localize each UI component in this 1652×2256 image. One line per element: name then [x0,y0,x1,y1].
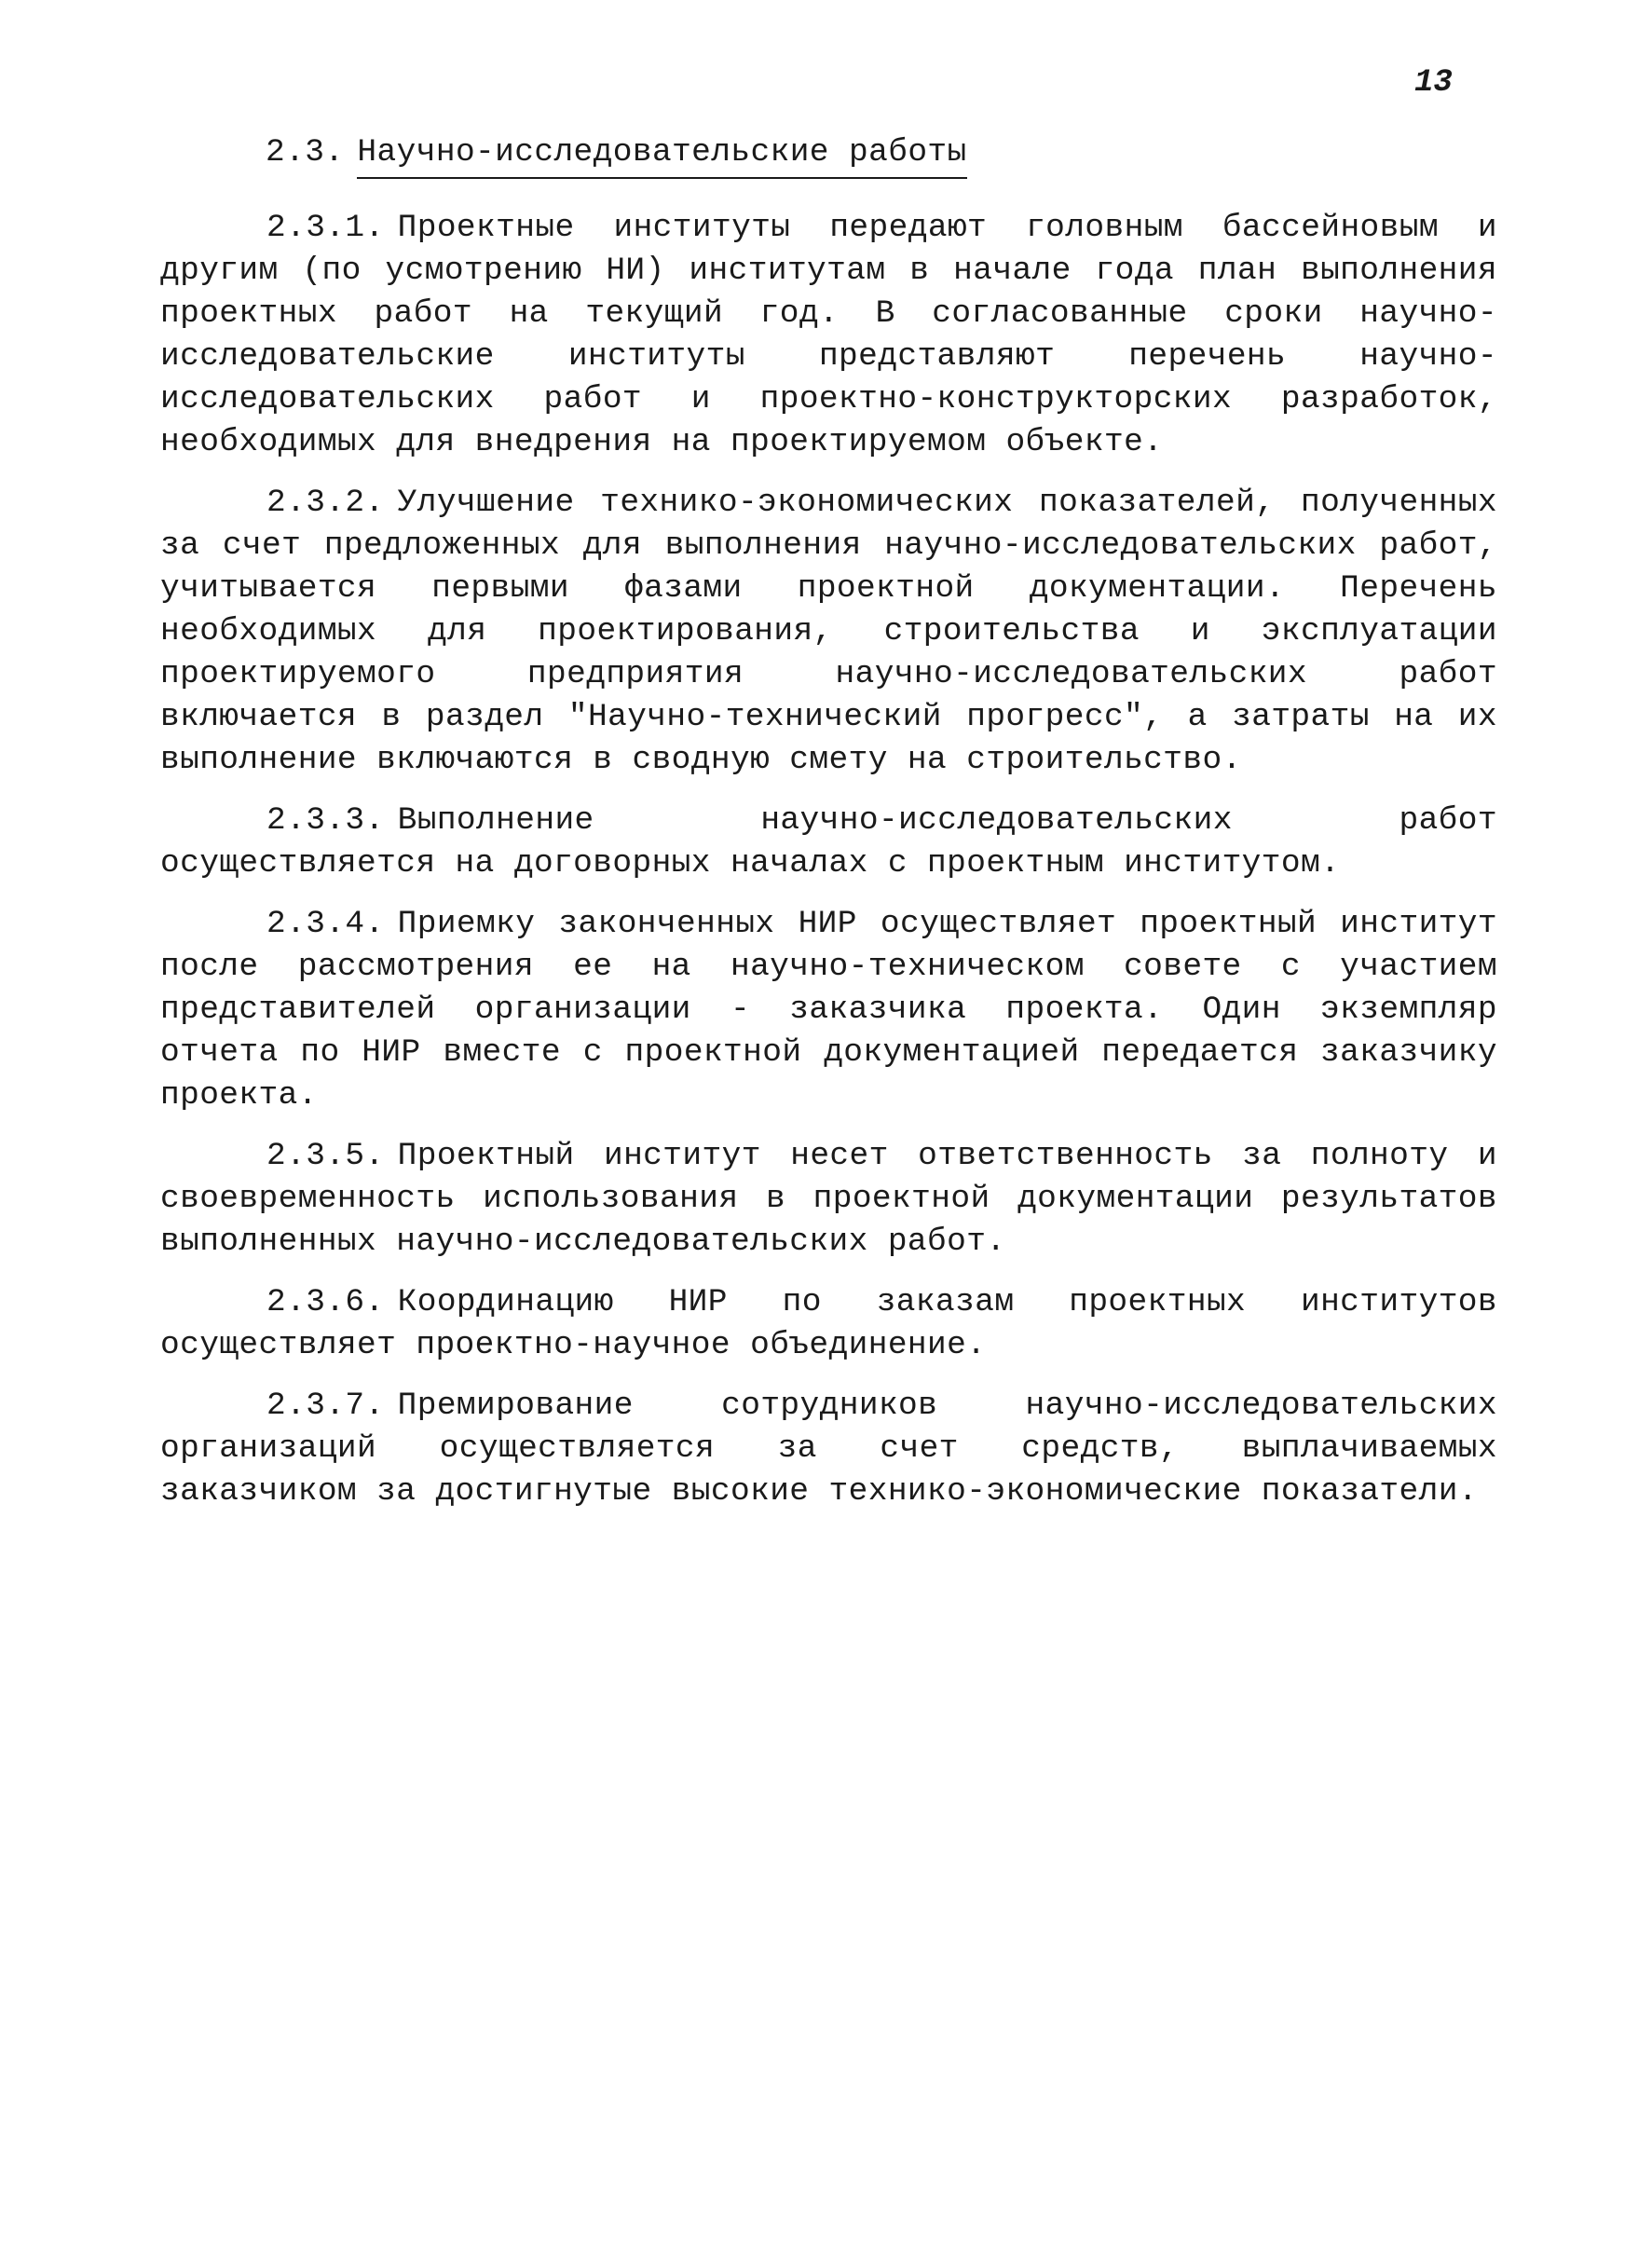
paragraph-2-3-5 [160,1135,1497,1264]
page-number: 13 [1414,65,1453,101]
paragraph-2-3-2 [160,482,1497,782]
paragraph-number: 2.3.5. [266,1138,385,1174]
document-body [160,207,1497,1531]
paragraph-text: Премирование сотрудников научно-исследовательских организаций осуществляется за счет средств, выплачиваемых заказчиком за достигнутые высокие технико-экономические показатели. [160,1388,1497,1510]
paragraph-text: Улучшение технико-экономических показателей, полученных за счет предложенных для выполнения научно-исследовательских работ, учитывается первыми фазами проектной документации. Перечень необходимых для проектирования, строительства и эксплуатации проектируемого предприятия научно-исследовательских работ включается в раздел "Научно-технический прогресс", а затраты на их выполнение включаются в сводную смету на строительство. [160,485,1497,778]
paragraph-2-3-3 [160,800,1497,885]
paragraph-number: 2.3.4. [266,906,385,942]
paragraph-number: 2.3.3. [266,802,385,839]
paragraph-number: 2.3.7. [266,1388,385,1424]
section-number: 2.3. [266,134,345,171]
paragraph-2-3-4 [160,903,1497,1117]
section-title: Научно-исследовательские работы [357,130,966,179]
paragraph-text: Проектный институт несет ответственность за полноту и своевременность использования в проектной документации результатов выполненных научно-исследовательских работ. [160,1138,1497,1260]
paragraph-text: Приемку законченных НИР осуществляет проектный институт после рассмотрения ее на научно-техническом совете с участием представителей организации - заказчика проекта. Один экземпляр отчета по НИР вместе с проектной документацией передается заказчику проекта. [160,906,1497,1114]
paragraph-2-3-1 [160,207,1497,464]
paragraph-number: 2.3.1. [266,210,385,246]
paragraph-text: Проектные институты передают головным бассейновым и другим (по усмотрению НИ) институтам в начале года план выполнения проектных работ на текущий год. В согласованные сроки научно-исследовательские институты представляют перечень научно-исследовательских работ и проектно-конструкторских разработок, необходимых для внедрения на проектируемом объекте. [160,210,1497,460]
paragraph-text: Координацию НИР по заказам проектных институтов осуществляет проектно-научное объединение. [160,1284,1497,1363]
section-heading [266,130,967,179]
paragraph-2-3-7 [160,1385,1497,1513]
paragraph-text: Выполнение научно-исследовательских работ осуществляется на договорных началах с проектным институтом. [160,802,1497,882]
paragraph-number: 2.3.6. [266,1284,385,1320]
paragraph-number: 2.3.2. [266,485,385,521]
paragraph-2-3-6 [160,1281,1497,1367]
